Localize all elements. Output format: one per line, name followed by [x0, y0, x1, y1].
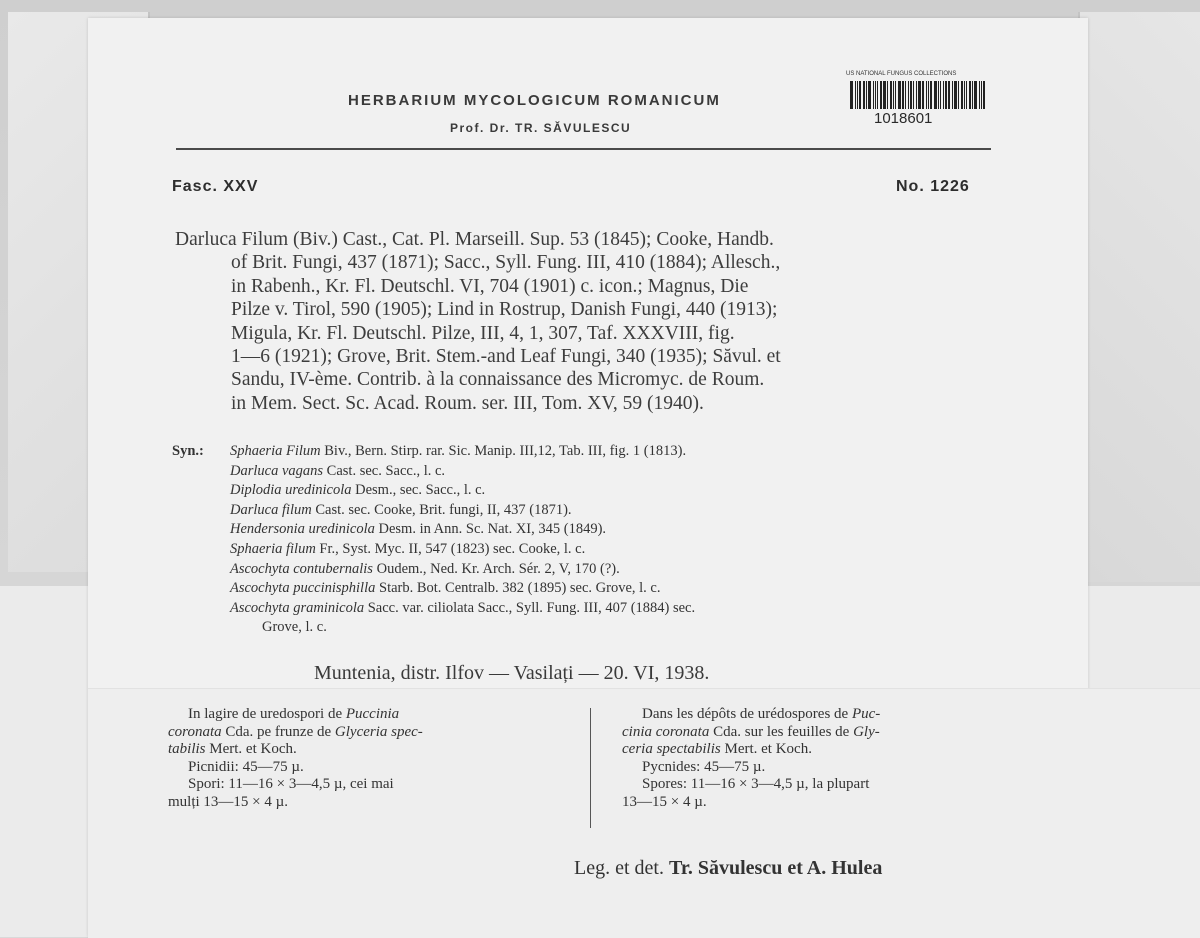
collection-locality: Muntenia, distr. Ilfov — Vasilați — 20. VI, 1938.	[314, 662, 710, 684]
synonym-line	[172, 520, 1022, 540]
description-taxon: coronata	[168, 723, 222, 740]
description-line	[622, 724, 1032, 742]
description-line: Picnidii: 45—75 µ.	[188, 758, 304, 775]
herbarium-subtitle: Prof. Dr. TR. SĂVULESCU	[450, 121, 632, 135]
citation-line: 1—6 (1921); Grove, Brit. Stem.-and Leaf Fungi, 340 (1935); Săvul. et	[231, 346, 781, 368]
collector-names: Tr. Săvulescu et A. Hulea	[668, 857, 883, 879]
barcode-caption: US NATIONAL FUNGUS COLLECTIONS	[846, 71, 957, 77]
description-french	[622, 706, 1032, 812]
synonym-reference: Fr., Syst. Myc. II, 547 (1823) sec. Cooke, l. c.	[315, 540, 586, 557]
synonym-line	[172, 599, 1022, 619]
citation-line: Pilze v. Tirol, 590 (1905); Lind in Rostrup, Danish Fungi, 440 (1913);	[231, 299, 778, 321]
synonym-name: Ascochyta contubernalis	[230, 560, 373, 577]
synonym-reference: Oudem., Ned. Kr. Arch. Sér. 2, V, 170 (?).	[372, 560, 620, 577]
description-line	[168, 741, 563, 759]
description-line	[622, 741, 1032, 759]
synonym-name: Sphaeria Filum	[230, 443, 321, 459]
synonyms-label: Syn.:	[172, 443, 204, 459]
synonym-reference: Desm., sec. Sacc., l. c.	[351, 482, 486, 499]
synonym-line	[172, 462, 1022, 482]
synonym-line	[172, 540, 1022, 560]
synonym-name: Ascochyta puccinisphilla	[230, 580, 376, 597]
barcode-icon	[850, 81, 990, 109]
description-line: Spori: 11—16 × 3—4,5 µ, cei mai	[188, 776, 394, 793]
description-taxon: cinia coronata	[622, 723, 710, 740]
description-text: In lagire de uredospori de	[188, 706, 346, 722]
fascicle-label: Fasc. XXV	[172, 178, 259, 195]
citation-line: Sandu, IV-ème. Contrib. à la connaissance des Micromyc. de Roum.	[231, 369, 765, 391]
citation-line: Darluca Filum (Biv.) Cast., Cat. Pl. Marseill. Sup. 53 (1845); Cooke, Handb.	[175, 229, 774, 250]
synonym-name: Diplodia uredinicola	[230, 482, 352, 499]
description-taxon: Puc-	[851, 706, 881, 722]
header-rule	[176, 148, 991, 150]
citation-line: in Mem. Sect. Sc. Acad. Roum. ser. III, Tom. XV, 59 (1940).	[231, 392, 704, 414]
synonym-name: Darluca vagans	[230, 462, 324, 479]
synonym-reference: Cast. sec. Sacc., l. c.	[323, 462, 446, 479]
collector-prefix: Leg. et det.	[574, 857, 669, 879]
description-taxon: Gly-	[853, 723, 880, 740]
barcode-label	[846, 70, 990, 132]
synonym-line	[172, 442, 1022, 462]
herbarium-title: HERBARIUM MYCOLOGICUM ROMANICUM	[348, 92, 721, 109]
synonym-name: Sphaeria filum	[230, 540, 316, 557]
description-taxon: ceria spectabilis	[622, 741, 721, 758]
synonym-name: Darluca filum	[230, 501, 312, 518]
citation-line: Migula, Kr. Fl. Deutschl. Pilze, III, 4, 1, 307, Taf. XXXVIII, fig.	[231, 322, 735, 344]
description-romanian	[168, 706, 563, 812]
description-line: 13—15 × 4 µ.	[622, 793, 707, 810]
citation-line: of Brit. Fungi, 437 (1871); Sacc., Syll. Fung. III, 410 (1884); Allesch.,	[231, 252, 781, 274]
description-line	[168, 724, 563, 742]
specimen-number: No. 1226	[896, 178, 970, 195]
description-text: Cda. sur les feuilles de	[709, 723, 854, 740]
collector-line	[574, 857, 1034, 880]
synonym-reference: Biv., Bern. Stirp. rar. Sic. Manip. III,12, Tab. III, fig. 1 (1813).	[320, 443, 687, 459]
synonym-line	[172, 579, 1022, 599]
synonyms-block	[172, 442, 1022, 638]
synonym-reference: Starb. Bot. Centralb. 382 (1895) sec. Grove, l. c.	[375, 580, 661, 597]
synonym-line	[172, 501, 1022, 521]
description-text: Cda. pe frunze de	[221, 723, 335, 740]
barcode-number: 1018601	[874, 110, 933, 127]
description-line	[622, 706, 1032, 724]
synonym-reference: Cast. sec. Cooke, Brit. fungi, II, 437 (1871).	[311, 501, 572, 518]
citation-line: in Rabenh., Kr. Fl. Deutschl. VI, 704 (1901) c. icon.; Magnus, Die	[231, 275, 749, 297]
synonym-reference: Sacc. var. ciliolata Sacc., Syll. Fung. III, 407 (1884) sec.	[364, 599, 696, 616]
description-taxon: tabilis	[168, 741, 206, 758]
description-line	[168, 706, 563, 724]
synonym-line	[172, 481, 1022, 501]
synonym-name: Hendersonia uredinicola	[230, 521, 375, 538]
description-line: mulți 13—15 × 4 µ.	[168, 793, 289, 810]
description-text: Dans les dépôts de urédospores de	[642, 706, 852, 722]
synonym-line	[172, 560, 1022, 580]
citation-block	[175, 228, 1011, 415]
description-taxon: Glyceria spec-	[334, 723, 423, 740]
synonym-name: Ascochyta graminicola	[230, 599, 365, 616]
description-taxon: Puccinia	[345, 706, 400, 722]
description-line: Pycnides: 45—75 µ.	[642, 758, 766, 775]
envelope-right-flap	[1078, 12, 1200, 582]
description-text: Mert. et Koch.	[205, 741, 297, 758]
column-divider	[590, 708, 591, 828]
synonym-reference: Desm. in Ann. Sc. Nat. XI, 345 (1849).	[374, 521, 607, 538]
description-text: Mert. et Koch.	[720, 741, 812, 758]
description-line: Spores: 11—16 × 3—4,5 µ, la plupart	[642, 776, 870, 793]
synonym-continuation: Grove, l. c.	[262, 619, 327, 636]
